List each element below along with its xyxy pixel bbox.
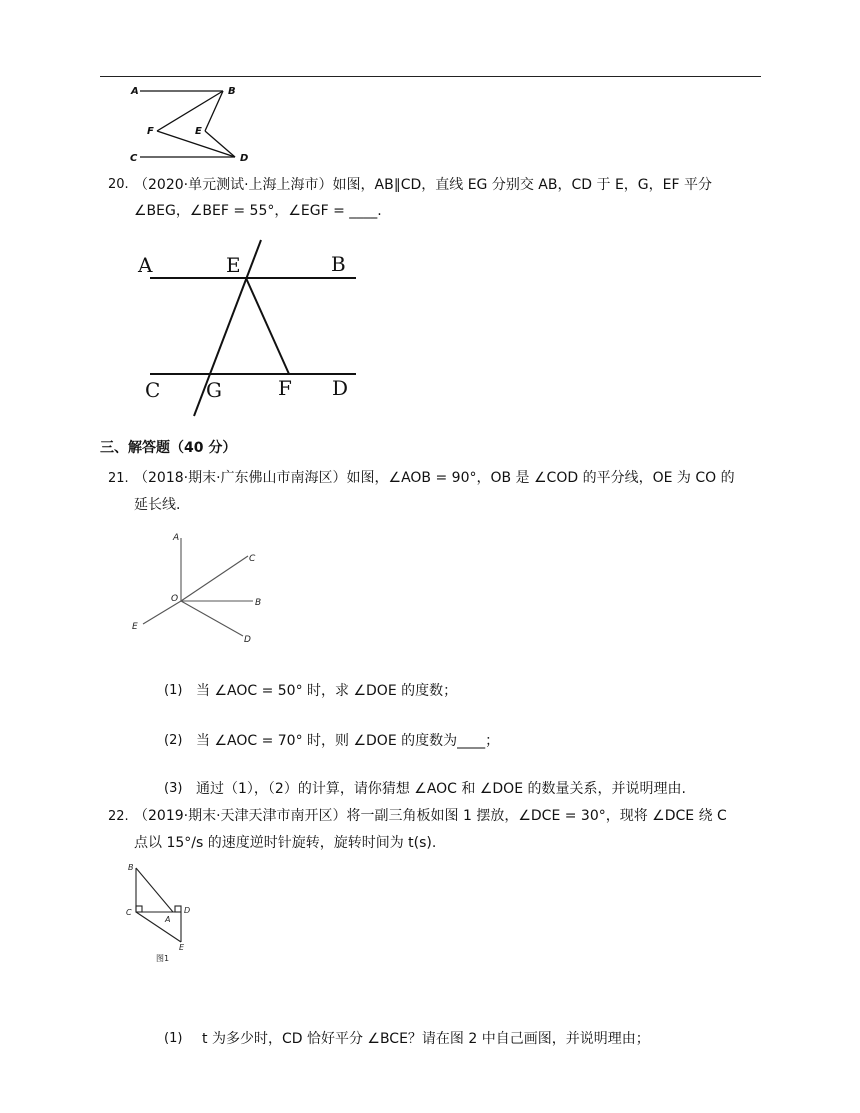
q21-number: 21. bbox=[108, 471, 129, 486]
figure-q21-angles bbox=[125, 526, 275, 651]
fig21-label-o: O bbox=[171, 594, 179, 604]
q21-sub3-number: (3) bbox=[164, 781, 183, 796]
q22-sub1-number: (1) bbox=[164, 1031, 183, 1046]
fig21-label-d: D bbox=[244, 635, 251, 645]
q21-sub2: 当 ∠AOC = 70° 时，则 ∠DOE 的度数为____； bbox=[196, 733, 500, 749]
fig-top-label-d: D bbox=[240, 153, 249, 164]
fig21-label-a: A bbox=[173, 533, 180, 543]
q22-number: 22. bbox=[108, 809, 129, 824]
fig-top-label-e: E bbox=[195, 126, 202, 137]
q21-line1: （2018·期末·广东佛山市南海区）如图，∠AOB = 90°，OB 是 ∠COD 的平分线，OE 为 CO 的 bbox=[134, 470, 735, 486]
fig20-label-a: A bbox=[138, 253, 153, 277]
q21-sub3: 通过（1），（2）的计算，请你猜想 ∠AOC 和 ∠DOE 的数量关系，并说明理由. bbox=[196, 781, 686, 797]
q22-line1: （2019·期末·天津天津市南开区）将一副三角板如图 1 摆放，∠DCE = 30°，现将 ∠DCE 绕 C bbox=[134, 808, 727, 824]
fig22-label-c: C bbox=[126, 908, 132, 917]
figure-top-zigzag bbox=[125, 82, 265, 167]
fig22-label-d: D bbox=[184, 906, 191, 915]
fig-top-label-a: A bbox=[131, 86, 139, 97]
fig21-label-b: B bbox=[255, 598, 262, 608]
fig21-label-c: C bbox=[249, 554, 256, 564]
fig21-label-e: E bbox=[132, 622, 138, 632]
header-rule bbox=[100, 76, 761, 77]
q20-number: 20. bbox=[108, 177, 129, 192]
q20-line1: （2020·单元测试·上海上海市）如图，AB∥CD，直线 EG 分别交 AB，CD 于 E，G，EF 平分 bbox=[134, 177, 712, 193]
fig22-label-e: E bbox=[179, 943, 185, 952]
fig22-label-a: A bbox=[165, 915, 171, 924]
fig20-label-e: E bbox=[226, 253, 241, 277]
fig22-caption: 图1 bbox=[156, 954, 170, 963]
q21-line2: 延长线. bbox=[134, 497, 181, 513]
q22-line2: 点以 15°/s 的速度逆时针旋转，旋转时间为 t(s). bbox=[134, 835, 437, 851]
q21-sub1-number: (1) bbox=[164, 683, 183, 698]
fig20-label-g: G bbox=[206, 378, 222, 402]
fig22-label-b: B bbox=[128, 863, 134, 872]
q22-sub1: t 为多少时，CD 恰好平分 ∠BCE？请在图 2 中自己画图，并说明理由； bbox=[202, 1031, 650, 1047]
fig-top-label-f: F bbox=[147, 126, 154, 137]
q21-sub1: 当 ∠AOC = 50° 时，求 ∠DOE 的度数； bbox=[196, 683, 458, 699]
fig-top-label-b: B bbox=[228, 86, 236, 97]
figure-q22-triangles bbox=[122, 860, 202, 965]
fig20-label-f: F bbox=[278, 376, 292, 400]
q21-sub2-number: (2) bbox=[164, 733, 183, 748]
section-title: 三、解答题（40 分） bbox=[100, 440, 237, 456]
fig-top-label-c: C bbox=[130, 153, 138, 164]
fig20-label-d: D bbox=[332, 376, 349, 400]
fig20-label-c: C bbox=[145, 378, 161, 402]
fig20-label-b: B bbox=[331, 252, 346, 276]
q20-line2: ∠BEG，∠BEF = 55°，∠EGF = ____. bbox=[134, 203, 382, 219]
figure-q20-parallel-lines bbox=[128, 228, 368, 423]
